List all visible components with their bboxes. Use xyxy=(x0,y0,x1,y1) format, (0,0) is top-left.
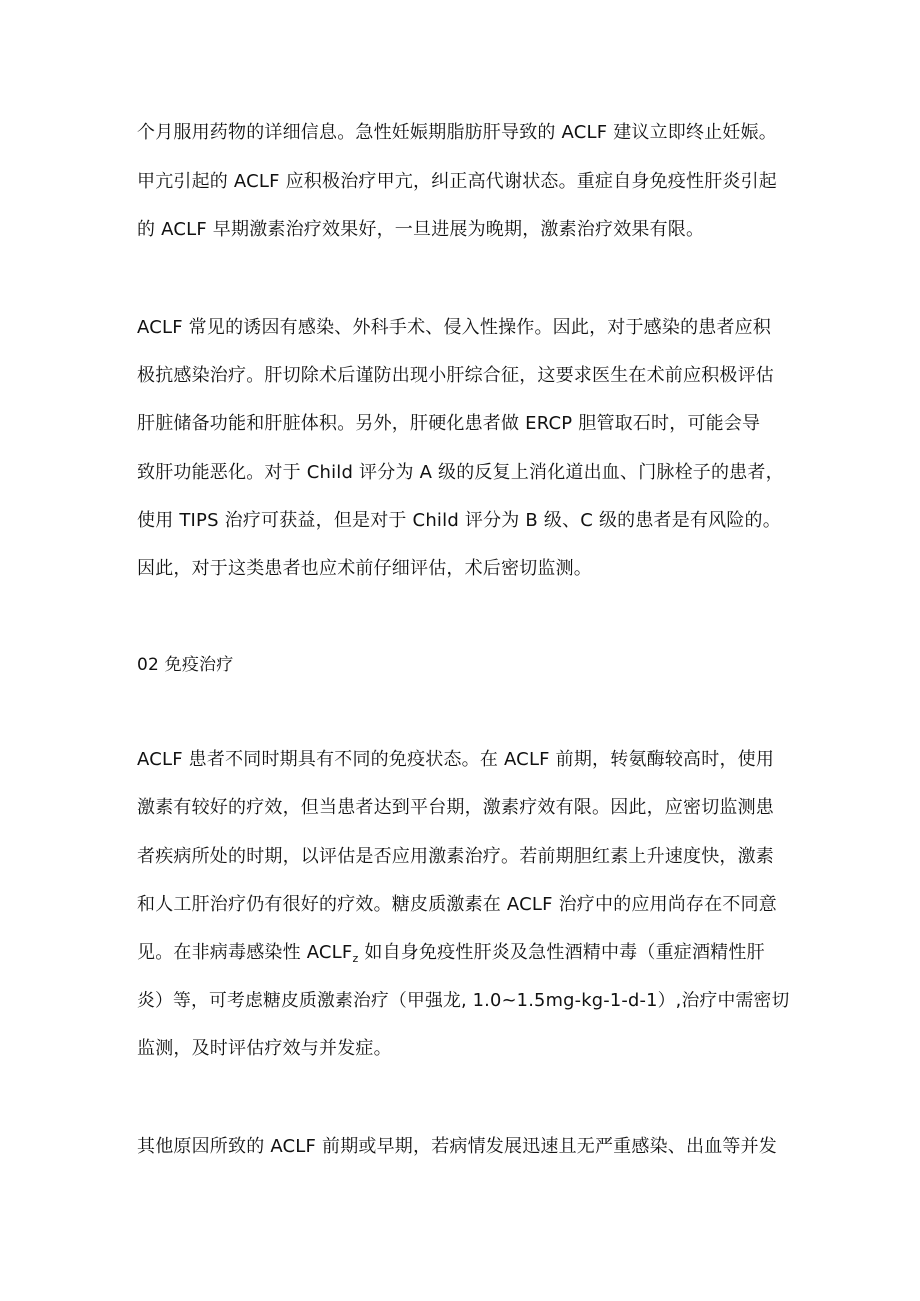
line-5-text-after: 如自身免疫性肝炎及急性酒精中毒（重症酒精性肝 xyxy=(358,942,765,963)
paragraph-3-line-2: 激素有较好的疗效，但当患者达到平台期，激素疗效有限。因此，应密切监测患 xyxy=(137,797,774,818)
paragraph-2-line-6: 因此，对于这类患者也应术前仔细评估，术后密切监测。 xyxy=(137,558,592,579)
section-heading: 02 免疫治疗 xyxy=(137,655,234,675)
line-5-text-before: 见。在非病毒感染性 ACLF xyxy=(137,942,353,963)
paragraph-2-line-4: 致肝功能恶化。对于 Child 评分为 A 级的反复上消化道出血、门脉栓子的患者， xyxy=(137,462,784,483)
paragraph-1-line-1: 个月服用药物的详细信息。急性妊娠期脂肪肝导致的 ACLF 建议立即终止妊娠。 xyxy=(137,122,777,143)
paragraph-3-line-4: 和人工肝治疗仍有很好的疗效。糖皮质激素在 ACLF 治疗中的应用尚存在不同意 xyxy=(137,894,777,915)
subscript-z: z xyxy=(352,952,359,965)
paragraph-3-line-5 xyxy=(137,941,765,965)
paragraph-4-line-1: 其他原因所致的 ACLF 前期或早期，若病情发展迅速且无严重感染、出血等并发 xyxy=(137,1136,777,1157)
paragraph-3-line-3: 者疾病所处的时期，以评估是否应用激素治疗。若前期胆红素上升速度快，激素 xyxy=(137,846,774,867)
paragraph-1-line-2: 甲亢引起的 ACLF 应积极治疗甲亢，纠正高代谢状态。重症自身免疫性肝炎引起 xyxy=(137,171,777,192)
paragraph-3-line-7: 监测，及时评估疗效与并发症。 xyxy=(137,1038,392,1059)
paragraph-2-line-1: ACLF 常见的诱因有感染、外科手术、侵入性操作。因此，对于感染的患者应积 xyxy=(137,317,772,338)
paragraph-3-line-1: ACLF 患者不同时期具有不同的免疫状态。在 ACLF 前期，转氨酶较高时，使用 xyxy=(137,749,775,770)
paragraph-2-line-2: 极抗感染治疗。肝切除术后谨防出现小肝综合征，这要求医生在术前应积极评估 xyxy=(137,365,774,386)
paragraph-2-line-3: 肝脏储备功能和肝脏体积。另外，肝硬化患者做 ERCP 胆管取石时，可能会导 xyxy=(137,413,761,434)
paragraph-3-line-6: 炎）等，可考虑糖皮质激素治疗（甲强龙, 1.0~1.5mg-kg-1-d-1）,治疗中需密切 xyxy=(137,990,790,1011)
paragraph-1-line-3: 的 ACLF 早期激素治疗效果好，一旦进展为晚期，激素治疗效果有限。 xyxy=(137,219,705,240)
paragraph-2-line-5: 使用 TIPS 治疗可获益，但是对于 Child 评分为 B 级、C 级的患者是有风险的。 xyxy=(137,510,781,531)
